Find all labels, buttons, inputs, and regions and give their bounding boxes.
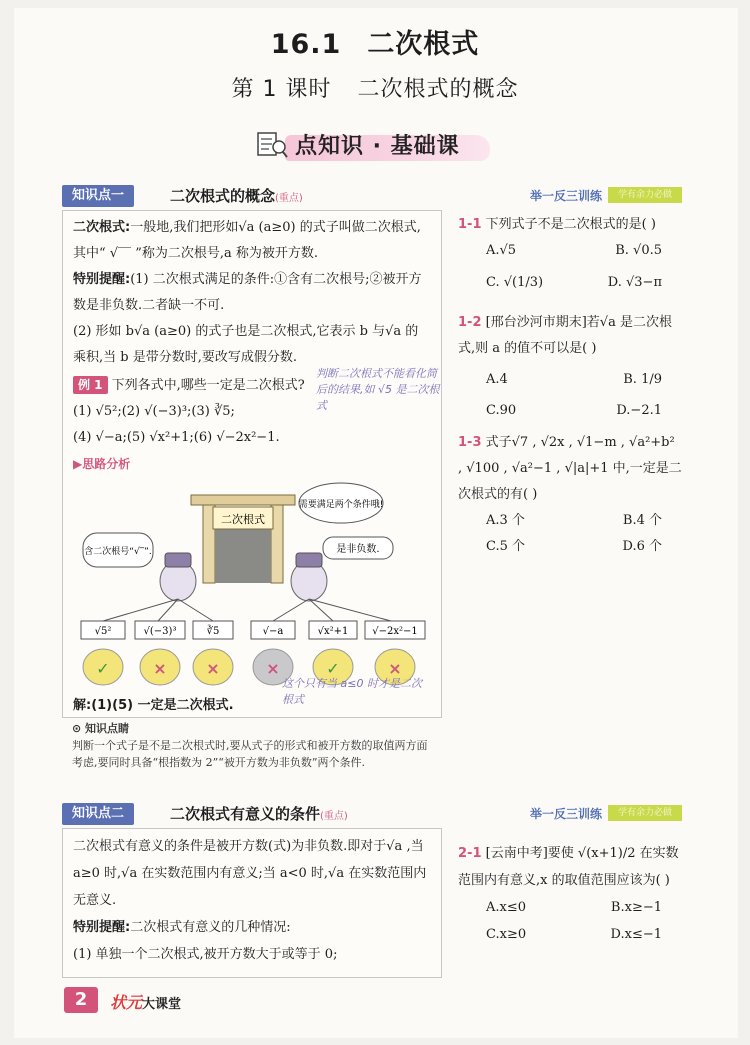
sign-3: ∛5 [206,626,220,637]
qnum-1-1: 1-1 [458,217,482,232]
def-label: 二次根式: [73,220,131,235]
example-question: 下列各式中,哪些一定是二次根式? [111,378,305,393]
lesson-title [0,72,750,103]
lesson-name: 二次根式的概念 [357,77,519,102]
qtext-1-2: [邢台沙河市期末]若√a 是二次根式,则 a 的值不可以是( ) [458,315,672,356]
kp1-definition [73,215,431,267]
opt-1-2-c: C.90 [486,403,517,418]
opt-2-1-b: B.x≥−1 [610,900,662,915]
opt-1-3-c: C.5 个 [486,539,526,554]
mark-6: × [388,659,402,678]
kp1-reminder [73,267,431,319]
sign-1: √5² [94,626,112,637]
options-1-3b [458,534,682,560]
opt-1-2-d: D.−2.1 [616,403,662,418]
practice1 [458,212,682,560]
example-1 [73,373,321,399]
section-title [0,22,750,61]
opt-1-1-a: A.√5 [486,243,517,258]
tip-head-text: 知识点睛 [85,722,130,735]
def-text: 一般地,我们把形如√a (a≥0) 的式子叫做二次根式,其中“ √‾‾ ”称为二次根号,a 称为被开方数. [73,220,421,261]
options-2-1a [458,894,682,921]
mark-3: × [206,659,220,678]
handwritten-note-1: 判断二次根式不能看化简后的结果,如 √5 是二次根式 [316,367,440,412]
question-1-3 [458,430,682,560]
kp1-emphasis: (重点) [275,193,303,204]
kp2-practice-label: 举一反三训练 [529,807,602,821]
tip-head: ⊙ 知识点睛 [72,722,130,735]
section-name: 二次根式 [367,29,480,60]
opt-1-2-a: A.4 [486,372,508,387]
section-number: 16.1 [270,29,342,60]
lesson-prefix: 第 1 课时 [231,77,332,102]
opt-1-3-a: A.3 个 [486,513,525,528]
example-items-2: (4) √−a;(5) √x²+1;(6) √−2x²−1. [73,430,280,445]
kp2-reminder-label: 特别提醒: [73,920,131,935]
diagram-bubble-top: 需要满足两个条件哦! [298,500,384,510]
banner [255,125,495,165]
reminder-text2: (2) 形如 b√a (a≥0) 的式子也是二次根式,它表示 b 与√a 的乘积,当 b 是带分数时,要改写成假分数. [73,324,419,365]
opt-1-1-c: C. √(1/3) [486,275,544,290]
opt-2-1-a: A.x≤0 [486,900,527,915]
opt-2-1-c: C.x≥0 [486,927,527,942]
kp2-title [170,803,348,828]
sign-4: √−a [262,626,284,637]
kp2-reminder [73,914,431,941]
kp2-reminder-text: 二次根式有意义的几种情况: [130,920,291,935]
opt-1-1-d: D. √3−π [607,275,662,290]
kp1-badge: 学有余力必做 [608,187,682,203]
book-magnifier-icon [255,127,289,161]
banner-text: 点知识 · 基础课 [295,134,460,159]
qtext-2-1: [云南中考]要使 √(x+1)/2 在实数范围内有意义,x 的取值范围应该为( ) [458,846,679,888]
diagram-board: 二次根式 [221,513,265,526]
handwritten-note-2: 这个只有当 a≤0 时才是二次根式 [282,677,422,706]
kp1-tag: 知识点一 [62,185,134,207]
practice2 [458,840,682,948]
options-2-1b [458,921,682,948]
kp2-tag: 知识点二 [62,803,134,825]
qnum-1-2: 1-2 [458,315,482,330]
mark-2: × [153,659,167,678]
diagram-bubble-right: 是非负数. [336,544,380,555]
analysis-label: ▶思路分析 [73,457,131,471]
kp1-title-text: 二次根式的概念 [170,187,276,205]
kp1-header [62,183,682,209]
kp2-content [62,828,442,978]
question-2-1 [458,840,682,948]
options-1-3a [458,508,682,534]
kp1-content [62,210,442,718]
question-1-1 [458,212,682,302]
brand-name: 状元 [110,993,143,1012]
kp2-header [62,801,682,827]
opt-2-1-d: D.x≤−1 [610,927,662,942]
opt-1-2-b: B. 1/9 [623,372,662,387]
brand-name-2: 大课堂 [142,997,182,1012]
qtext-1-1: 下列式子不是二次根式的是( ) [485,217,656,232]
question-1-2 [458,310,682,424]
kp1-title [170,185,303,210]
kp2-emphasis: (重点) [320,811,348,822]
tip-box [62,718,442,780]
mark-5: ✓ [326,659,340,678]
reminder-label: 特别提醒: [73,272,131,287]
tip-text: 判断一个式子是不是二次根式时,要从式子的形式和被开方数的取值两方面考虑,要同时具备“根指数为 2”“被开方数为非负数”两个条件. [72,739,428,769]
kp2-item1: (1) 单独一个二次根式,被开方数大于或等于 0; [73,947,338,962]
concept-diagram [73,481,431,691]
qtext-1-3: 式子√7 , √2x , √1−m , √a²+b² , √100 , √a²−1 , √|a|+1 中,一定是二次根式的有( ) [458,435,682,502]
brand-logo [110,990,181,1013]
kp2-badge: 学有余力必做 [608,805,682,821]
options-1-2a [458,362,682,398]
sign-5: √x²+1 [317,626,349,637]
qnum-1-3: 1-3 [458,435,482,450]
options-1-1b [458,264,682,302]
kp1-practice-label: 举一反三训练 [529,189,602,203]
kp2-text: 二次根式有意义的条件是被开方数(式)为非负数.即对于√a ,当 a≥0 时,√a 在实数范围内有意义;当 a<0 时,√a 在实数范围内无意义. [73,839,427,908]
options-1-1a [458,238,682,264]
example-items-1: (1) √5²;(2) √(−3)³;(3) ∛5; [73,404,235,419]
sign-6: √−2x²−1 [372,626,418,637]
diagram-bubble-left: 含二次根号“√‾”. [84,547,152,557]
reminder-text: (1) 二次根式满足的条件:①含有二次根号;②被开方数是非负数.二者缺一不可. [73,272,422,313]
example-tag: 例 1 [73,376,108,394]
opt-1-3-d: D.6 个 [622,539,662,554]
mark-4: × [266,659,280,678]
kp2-title-text: 二次根式有意义的条件 [170,805,321,823]
page-number: 2 [64,987,98,1013]
sign-2: √(−3)³ [143,626,177,637]
qnum-2-1: 2-1 [458,846,482,861]
opt-1-1-b: B. √0.5 [615,243,662,258]
solution-text: 解:(1)(5) 一定是二次根式. [73,698,234,713]
mark-1: ✓ [96,659,110,678]
options-1-2b [458,398,682,424]
opt-1-3-b: B.4 个 [622,513,662,528]
